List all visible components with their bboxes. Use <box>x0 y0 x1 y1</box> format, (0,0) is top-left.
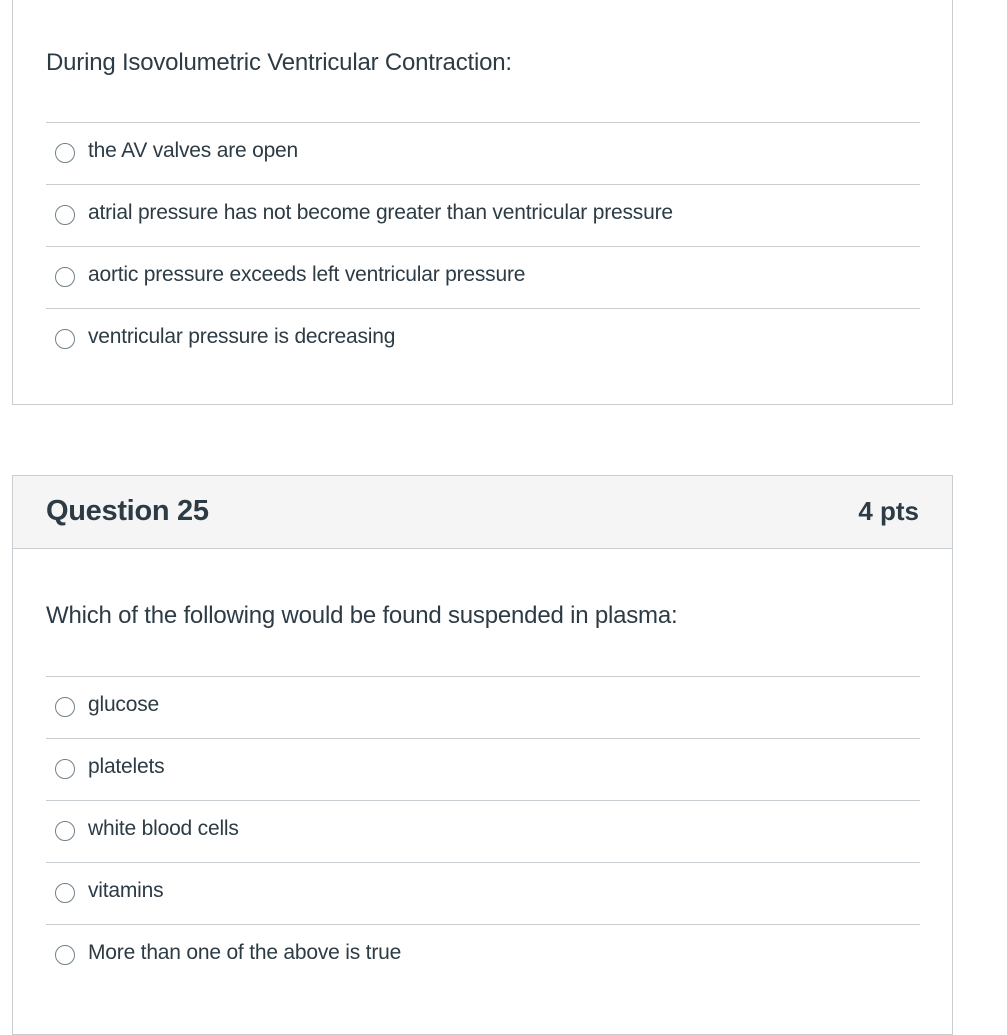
answer-label: ventricular pressure is decreasing <box>88 325 396 348</box>
answer-option[interactable] <box>46 184 920 246</box>
answer-option[interactable] <box>46 122 920 184</box>
radio-button[interactable] <box>55 945 75 965</box>
answer-list <box>46 122 920 370</box>
answer-label: white blood cells <box>88 817 239 840</box>
answer-option[interactable] <box>46 676 920 738</box>
radio-button[interactable] <box>55 883 75 903</box>
question-card-previous <box>12 0 953 405</box>
question-header <box>13 476 952 549</box>
answer-list <box>46 676 920 986</box>
answer-label: More than one of the above is true <box>88 941 402 964</box>
radio-button[interactable] <box>55 821 75 841</box>
radio-button[interactable] <box>55 267 75 287</box>
radio-button[interactable] <box>55 329 75 349</box>
question-text: During Isovolumetric Ventricular Contraction: <box>46 49 512 76</box>
question-card-25 <box>12 475 953 1035</box>
answer-label: glucose <box>88 693 159 716</box>
radio-button[interactable] <box>55 759 75 779</box>
answer-label: aortic pressure exceeds left ventricular pressure <box>88 263 526 286</box>
question-text: Which of the following would be found suspended in plasma: <box>46 602 678 629</box>
question-title: Question 25 <box>46 495 209 527</box>
answer-option[interactable] <box>46 308 920 370</box>
answer-option[interactable] <box>46 862 920 924</box>
answer-label: atrial pressure has not become greater than ventricular pressure <box>88 201 673 224</box>
answer-label: platelets <box>88 755 165 778</box>
radio-button[interactable] <box>55 205 75 225</box>
answer-label: the AV valves are open <box>88 139 299 162</box>
answer-option[interactable] <box>46 800 920 862</box>
radio-button[interactable] <box>55 143 75 163</box>
answer-option[interactable] <box>46 738 920 800</box>
answer-label: vitamins <box>88 879 164 902</box>
answer-option[interactable] <box>46 246 920 308</box>
question-points: 4 pts <box>858 496 919 526</box>
answer-option[interactable] <box>46 924 920 986</box>
radio-button[interactable] <box>55 697 75 717</box>
